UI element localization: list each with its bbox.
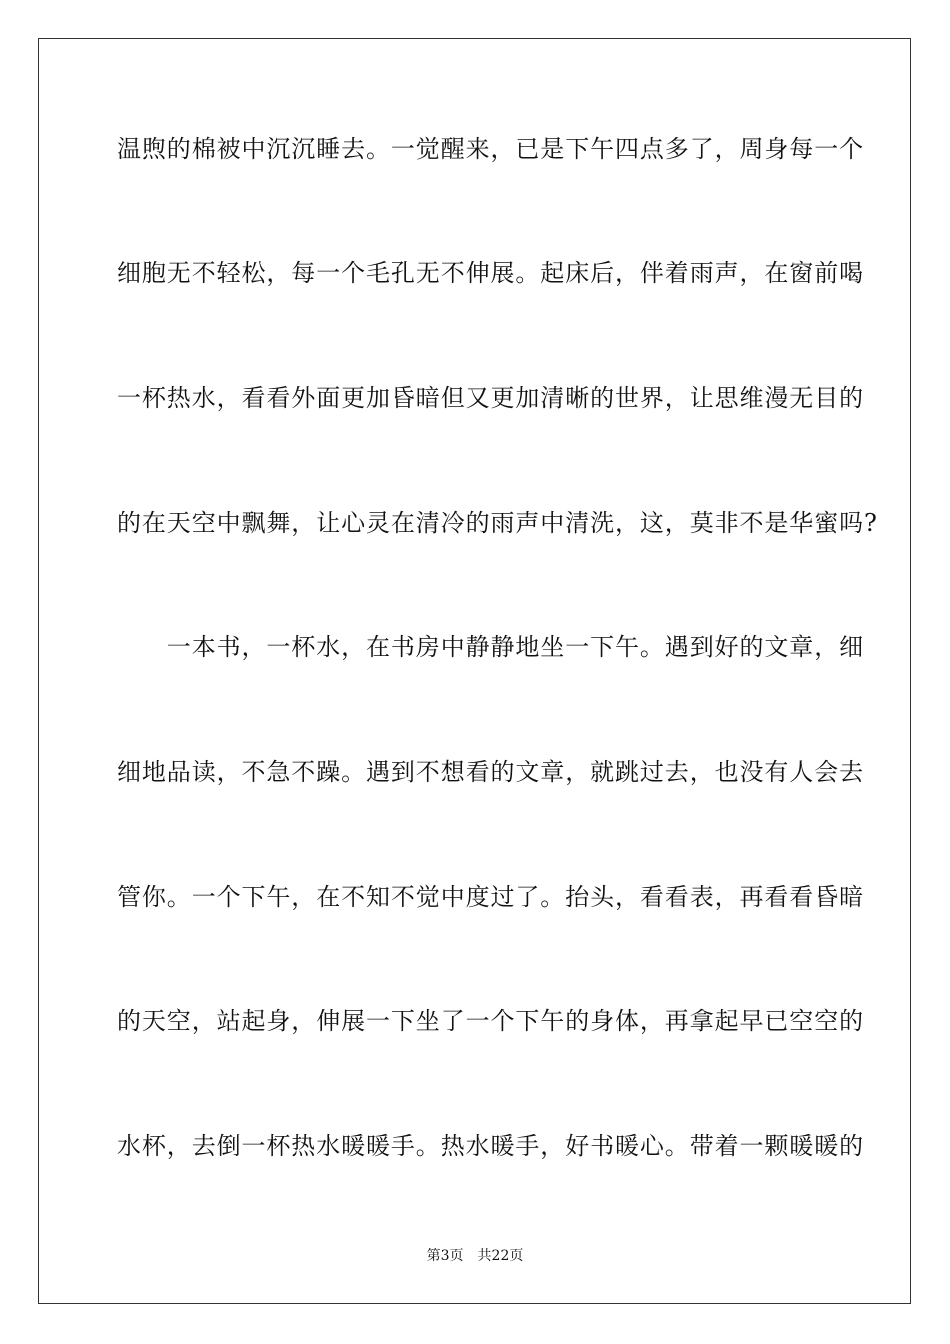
text-line: 的在天空中飘舞，让心灵在清冷的雨声中清洗，这，莫非不是华蜜吗?	[117, 509, 878, 537]
page-number: 第3页	[426, 1248, 464, 1264]
text-line: 的天空，站起身，伸展一下坐了一个下午的身体，再拿起早已空空的	[117, 1007, 864, 1035]
text-line: 一本书，一杯水，在书房中静静地坐一下午。遇到好的文章，细	[117, 633, 864, 661]
page-total: 共22页	[477, 1248, 524, 1264]
text-line: 管你。一个下午，在不知不觉中度过了。抬头，看看表，再看看昏暗	[117, 883, 864, 911]
page-frame	[38, 38, 911, 1304]
text-line: 水杯，去倒一杯热水暖暖手。热水暖手，好书暖心。带着一颗暖暖的	[117, 1132, 864, 1160]
text-line: 温煦的棉被中沉沉睡去。一觉醒来，已是下午四点多了，周身每一个	[117, 135, 864, 163]
page-footer	[0, 1247, 950, 1265]
text-line: 细胞无不轻松，每一个毛孔无不伸展。起床后，伴着雨声，在窗前喝	[117, 259, 864, 287]
text-line: 细地品读，不急不躁。遇到不想看的文章，就跳过去，也没有人会去	[117, 758, 864, 786]
text-line: 一杯热水，看看外面更加昏暗但又更加清晰的世界，让思维漫无目的	[117, 384, 864, 412]
